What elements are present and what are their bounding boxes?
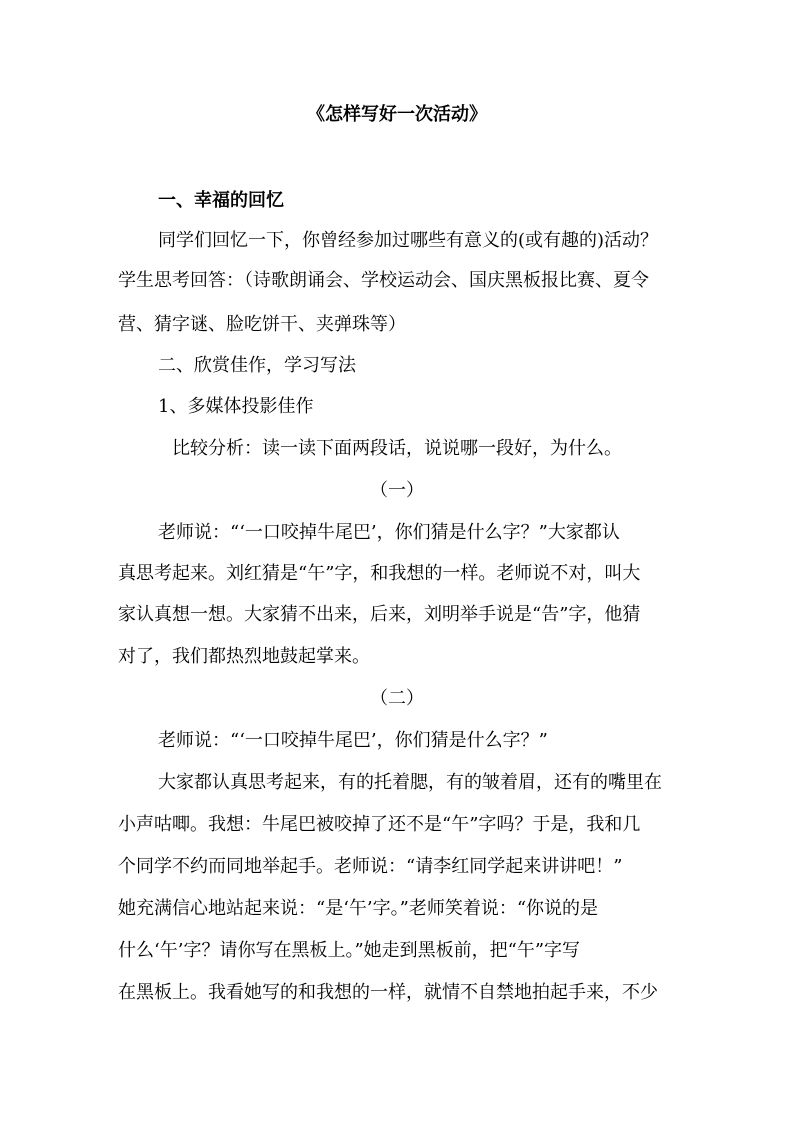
paragraph-line: 老师说：“‘一口咬掉牛尾巴’，你们猜是什么字？”大家都认 <box>158 522 620 543</box>
paragraph-line: 大家都认真思考起来，有的托着腮，有的皱着眉，还有的嘴里在 <box>158 772 662 793</box>
paragraph-line: 她充满信心地站起来说：“是‘午’字。”老师笑着说：“你说的是 <box>118 898 599 919</box>
paragraph-line: 个同学不约而同地举起手。老师说：“请李红同学起来讲讲吧！” <box>118 856 623 877</box>
paragraph-line: 什么‘午’字？请你写在黑板上。”她走到黑板前，把“午”字写 <box>118 940 581 961</box>
paragraph-line: 在黑板上。我看她写的和我想的一样，就情不自禁地拍起手来，不少 <box>118 982 658 1003</box>
section-heading-2: 二、欣赏佳作，学习写法 <box>158 355 356 376</box>
paragraph-line: 同学们回忆一下，你曾经参加过哪些有意义的(或有趣的)活动？ <box>158 230 659 251</box>
paragraph-line: 比较分析：读一读下面两段话，说说哪一段好，为什么。 <box>172 438 622 459</box>
paragraph-line: 真思考起来。刘红猜是“午”字，和我想的一样。老师说不对，叫大 <box>118 563 641 584</box>
document-title: 《怎样写好一次活动》 <box>307 104 487 125</box>
subsection-heading: 1、多媒体投影佳作 <box>158 396 314 417</box>
paragraph-line: 小声咕唧。我想：牛尾巴被咬掉了还不是“午”字吗？于是，我和几 <box>118 814 641 835</box>
paragraph-line: 学生思考回答：（诗歌朗诵会、学校运动会、国庆黑板报比赛、夏令 <box>118 270 649 291</box>
passage-label-one: （一） <box>370 480 424 501</box>
paragraph-line: 对了，我们都热烈地鼓起掌来。 <box>118 646 370 667</box>
paragraph-line: 营、猜字谜、脸吃饼干、夹弹珠等） <box>118 314 406 335</box>
paragraph-line: 家认真想一想。大家猜不出来，后来，刘明举手说是“告”字，他猜 <box>118 604 641 625</box>
paragraph-line: 老师说：“‘一口咬掉牛尾巴’，你们猜是什么字？” <box>158 730 548 751</box>
passage-label-two: （二） <box>370 688 424 709</box>
section-heading-1: 一、幸福的回忆 <box>158 190 284 211</box>
